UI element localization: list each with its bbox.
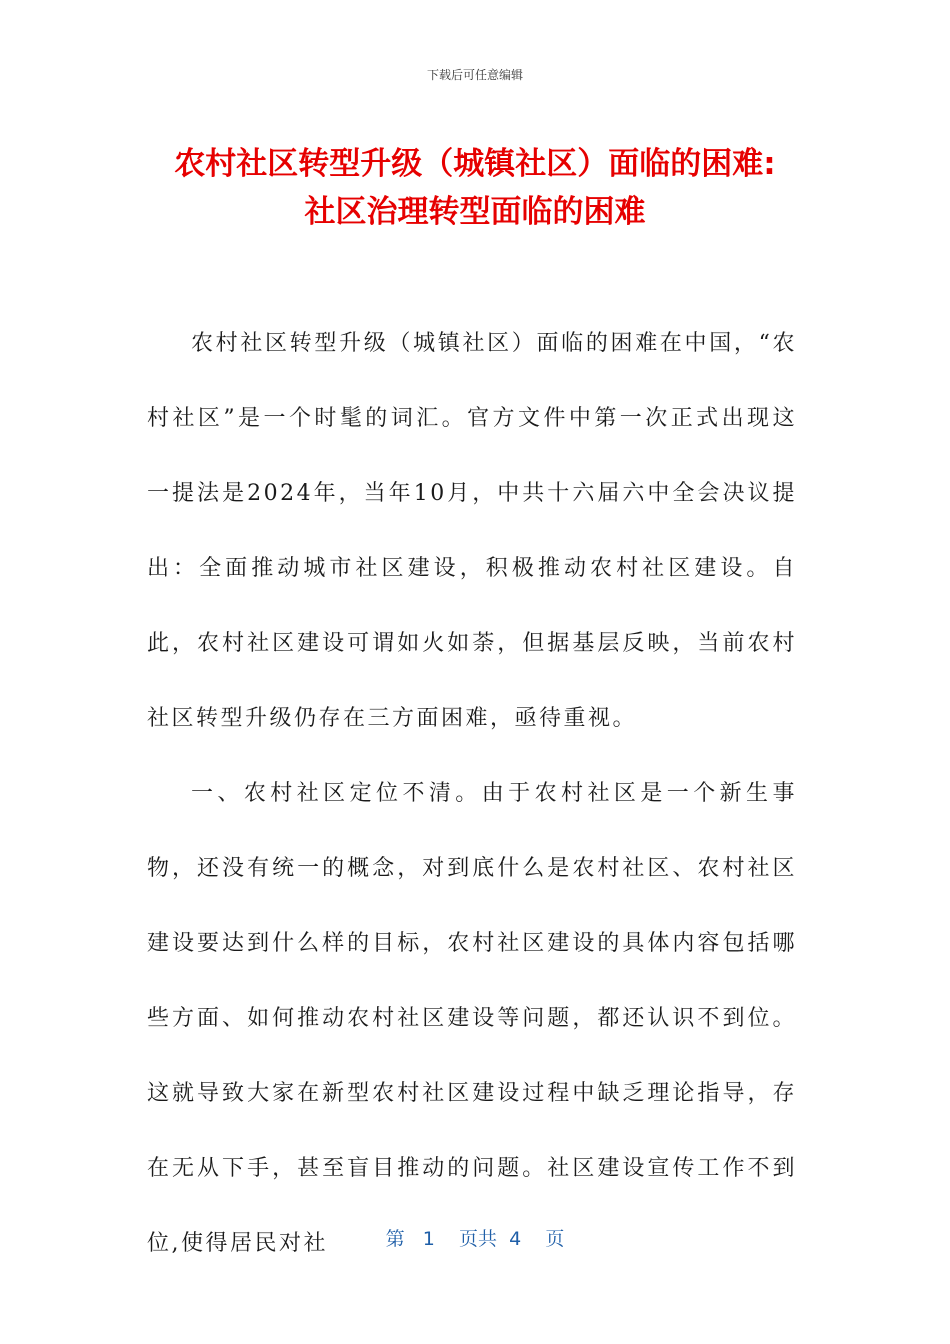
footer-total-pages: 4 bbox=[509, 1228, 522, 1250]
body-paragraph-2: 一、农村社区定位不清。由于农村社区是一个新生事物，还没有统一的概念，对到底什么是农村社区、农村社区建设要达到什么样的目标，农村社区建设的具体内容包括哪些方面、如何推动农村社区建设等问题，都还认识不到位。这就导致大家在新型农村社区建设过程中缺乏理论指导，存在无从下手，甚至盲目推动的问题。社区建设宣传工作不到位,使得居民对社 bbox=[147, 781, 797, 1256]
title-line-1: 农村社区转型升级（城镇社区）面临的困难: bbox=[174, 146, 776, 182]
footer-mid: 页共 bbox=[459, 1228, 498, 1250]
page-footer bbox=[0, 1224, 950, 1251]
body-paragraph-1: 农村社区转型升级（城镇社区）面临的困难在中国，“农村社区”是一个时髦的词汇。官方文件中第一次正式出现这一提法是2024年，当年10月，中共十六届六中全会决议提出：全面推动城市社区建设，积极推动农村社区建设。自此，农村社区建设可谓如火如荼，但据基层反映，当前农村社区转型升级仍存在三方面困难，亟待重视。 bbox=[147, 331, 797, 731]
document-body bbox=[147, 306, 797, 1281]
document-title bbox=[0, 140, 950, 236]
footer-suffix: 页 bbox=[545, 1228, 565, 1250]
footer-prefix: 第 bbox=[385, 1228, 405, 1250]
footer-current-page: 1 bbox=[422, 1228, 435, 1250]
header-note: 下载后可任意编辑 bbox=[426, 68, 523, 82]
title-line-2: 社区治理转型面临的困难 bbox=[304, 194, 646, 230]
